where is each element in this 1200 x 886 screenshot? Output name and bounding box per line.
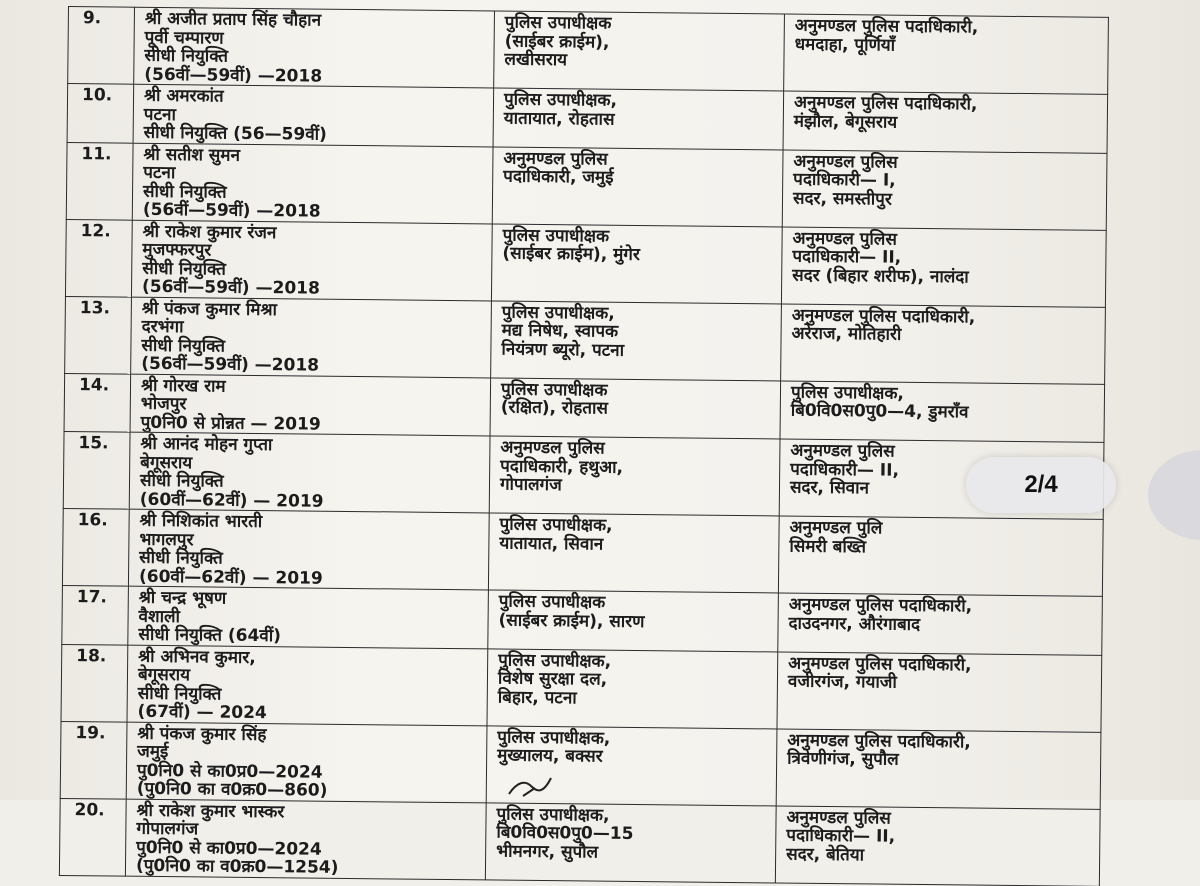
officer-details-line: श्री सतीश सुमन xyxy=(143,144,241,166)
table-row xyxy=(67,84,1108,153)
officer-details-line: सीधी नियुक्ति xyxy=(144,45,229,67)
current-posting-line: अनुमण्डल पुलिस xyxy=(503,148,608,170)
officer-details-line: श्री राकेश कुमार भास्कर xyxy=(136,800,285,822)
officer-details-line: बेगूसराय xyxy=(137,664,191,686)
current-posting xyxy=(487,648,778,728)
serial-number: 19. xyxy=(60,721,127,799)
officer-details xyxy=(131,220,492,301)
new-posting xyxy=(778,593,1103,655)
current-posting xyxy=(491,300,782,380)
officer-details xyxy=(134,7,495,88)
current-posting-line: बिहार, पटना xyxy=(497,687,577,708)
page-indicator: 2/4 xyxy=(966,457,1116,513)
new-posting-line: अनुमण्डल पुलिस पदाधिकारी, xyxy=(793,92,978,115)
current-posting-line: बि0वि0स0पु0—15 xyxy=(496,822,634,844)
serial-number: 9. xyxy=(68,7,135,85)
new-posting-line: अनुमण्डल पुलिस पदाधिकारी, xyxy=(788,653,972,675)
current-posting-line: पुलिस उपाधीक्षक, xyxy=(497,727,611,749)
officer-details xyxy=(126,722,487,803)
new-posting-line: बि0वि0स0पु0—4, डुमराँव xyxy=(790,400,969,423)
officer-details-line: बेगूसराय xyxy=(140,452,193,473)
new-posting-line: अरेराज, मोतिहारी xyxy=(791,323,902,345)
new-posting-line: सदर, सिवान xyxy=(789,477,870,499)
current-posting-line: (रक्षित), रोहतास xyxy=(500,397,609,419)
table-row xyxy=(65,219,1106,307)
current-posting xyxy=(489,436,780,516)
officer-details xyxy=(125,799,486,880)
officer-details-line: वैशाली xyxy=(138,606,181,627)
current-posting-line: पुलिस उपाधीक्षक, xyxy=(503,89,618,111)
current-posting xyxy=(490,377,781,439)
current-posting-line: पदाधिकारी, जमुई xyxy=(503,166,614,188)
new-posting-line: पदाधिकारी— II, xyxy=(790,459,900,481)
officer-details-line: पु0नि0 से का0प्र0—2024 xyxy=(136,760,323,783)
current-posting-line: पुलिस उपाधीक्षक, xyxy=(496,804,610,826)
serial-number: 15. xyxy=(63,431,130,509)
serial-number: 18. xyxy=(61,644,128,722)
current-posting-line: पुलिस उपाधीक्षक, xyxy=(498,650,612,672)
current-posting xyxy=(492,146,783,226)
officer-details xyxy=(132,143,493,224)
new-posting xyxy=(775,805,1100,885)
handwritten-mark xyxy=(505,772,555,800)
new-posting-line: अनुमण्डल पुलिस पदाधिकारी, xyxy=(794,15,979,38)
new-posting xyxy=(783,91,1108,153)
new-posting-line: सदर (बिहार शरीफ), नालंदा xyxy=(792,265,969,287)
new-posting-line: सिमरी बख्ति xyxy=(789,536,867,557)
table-row xyxy=(66,142,1107,230)
serial-number: 14. xyxy=(64,373,131,432)
new-posting-line: अनुमण्डल पुलिस xyxy=(793,151,898,173)
new-posting xyxy=(782,149,1107,229)
current-posting-line: (साईबर क्राईम), xyxy=(504,31,610,53)
officer-details-line: भोजपुर xyxy=(140,393,187,415)
transfer-table xyxy=(59,6,1109,886)
serial-number: 10. xyxy=(67,84,134,143)
new-posting-line: धमदाहा, पूर्णियाँ xyxy=(794,34,896,56)
officer-details-line: गोपालगंज xyxy=(136,818,199,840)
table-row xyxy=(68,7,1109,95)
current-posting-line: मद्य निषेध, स्वापक xyxy=(501,320,619,342)
officer-details-line: सीधी नियुक्ति xyxy=(139,547,223,569)
officer-details-line: श्री अजीत प्रताप सिंह चौहान xyxy=(144,8,322,31)
officer-details-line: सीधी नियुक्ति xyxy=(141,335,226,357)
officer-details-line: श्री चन्द्र भूषण xyxy=(138,587,227,609)
serial-number: 13. xyxy=(65,296,132,374)
new-posting xyxy=(781,226,1106,306)
serial-number: 16. xyxy=(62,508,129,586)
officer-details-line: सीधी नियुक्ति xyxy=(139,470,224,492)
current-posting-line: पुलिस उपाधीक्षक xyxy=(504,12,612,34)
new-posting-line: मंझौल, बेगूसराय xyxy=(793,111,898,133)
new-posting-line: त्रिवेणीगंज, सुपौल xyxy=(787,748,899,770)
officer-details-line: दरभंगा xyxy=(141,316,184,338)
officer-details xyxy=(128,509,489,590)
officer-details-line: भागलपुर xyxy=(139,529,194,550)
table-row xyxy=(59,798,1100,886)
serial-number: 12. xyxy=(65,219,132,297)
officer-details xyxy=(130,374,491,436)
officer-details-line: (67वीं) — 2024 xyxy=(137,701,267,724)
current-posting-line: अनुमण्डल पुलिस xyxy=(500,437,605,459)
officer-details-line: पूर्वी चम्पारण xyxy=(144,27,224,49)
table-row xyxy=(61,644,1102,732)
officer-details-line: श्री पंकज कुमार सिंह xyxy=(137,723,267,745)
new-posting-line: अनुमण्डल पुलिस पदाधिकारी, xyxy=(791,305,976,328)
current-posting xyxy=(488,590,779,652)
new-posting-line: पदाधिकारी— II, xyxy=(786,825,896,847)
current-posting-line: विशेष सुरक्षा दल, xyxy=(497,668,608,690)
new-posting xyxy=(781,303,1106,383)
new-posting-line: दाउदनगर, औरंगाबाद xyxy=(788,613,921,635)
current-posting-line: (साईबर क्राईम), सारण xyxy=(498,610,645,632)
officer-details-line: सीधी नियुक्ति xyxy=(137,683,222,705)
officer-details-line: सीधी नियुक्ति xyxy=(142,258,226,280)
current-posting xyxy=(493,88,784,150)
new-posting-line: अनुमण्डल पुलिस xyxy=(790,440,895,462)
current-posting-line: पुलिस उपाधीक्षक, xyxy=(501,302,615,324)
officer-details-line: श्री पंकज कुमार मिश्रा xyxy=(141,298,278,320)
current-posting-line: मुख्यालय, बक्सर xyxy=(497,745,603,767)
current-posting-line: यातायात, रोहतास xyxy=(503,108,615,130)
new-posting xyxy=(778,516,1103,596)
officer-details-line: (60वीं—62वीं) — 2019 xyxy=(138,566,323,589)
current-posting xyxy=(488,513,779,593)
new-posting-line: अनुमण्डल पुलिस xyxy=(792,228,897,250)
current-posting-line: नियंत्रण ब्यूरो, पटना xyxy=(501,339,625,361)
current-posting-line: पदाधिकारी, हथुआ, xyxy=(500,456,624,478)
officer-details-line: (56वीं—59वीं) —2018 xyxy=(142,199,321,222)
officer-details-line: जमुई xyxy=(137,741,169,763)
table-row xyxy=(60,721,1101,809)
current-posting-line: (साईबर क्राईम), मुंगेर xyxy=(502,243,640,266)
officer-details-line: पटना xyxy=(143,104,177,125)
officer-details-line: श्री अभिनव कुमार, xyxy=(138,646,256,668)
officer-details xyxy=(129,432,490,513)
table-row xyxy=(62,585,1103,654)
table-row xyxy=(65,296,1106,384)
current-posting-line: गोपालगंज xyxy=(499,474,562,496)
officer-details-line: श्री आनंद मोहन गुप्ता xyxy=(140,433,273,456)
table-row xyxy=(64,373,1105,442)
new-posting-line: पुलिस उपाधीक्षक, xyxy=(790,382,905,404)
officer-details xyxy=(133,84,494,146)
current-posting-line: पुलिस उपाधीक्षक xyxy=(500,379,608,401)
current-posting-line: भीमनगर, सुपौल xyxy=(496,841,599,863)
officer-details-line: मुजफ्फरपुर xyxy=(142,239,212,261)
officer-details xyxy=(131,297,492,378)
officer-details-line: (60वीं—62वीं) — 2019 xyxy=(139,489,324,512)
current-posting xyxy=(491,223,782,303)
officer-details-line: पटना xyxy=(143,162,176,184)
new-posting-line: सदर, बेतिया xyxy=(786,844,865,865)
new-posting-line: अनुमण्डल पुलिस पदाधिकारी, xyxy=(787,730,971,752)
officer-details-line: (पु0नि0 का व0क्र0—860) xyxy=(136,778,328,801)
current-posting xyxy=(494,11,785,91)
serial-number: 17. xyxy=(62,585,129,644)
new-posting xyxy=(780,380,1105,442)
officer-details xyxy=(128,586,489,648)
officer-details-line: श्री निशिकांत भारती xyxy=(139,510,263,533)
officer-details xyxy=(127,645,488,726)
officer-details-line: श्री राकेश कुमार रंजन xyxy=(142,221,277,243)
new-posting-line: अनुमण्डल पुलिस xyxy=(786,807,891,829)
new-posting xyxy=(776,728,1101,808)
table-row xyxy=(62,508,1103,596)
new-posting-line: पदाधिकारी— II, xyxy=(792,246,902,268)
officer-details-line: (पु0नि0 का व0क्र0—1254) xyxy=(135,855,339,878)
current-posting-line: पुलिस उपाधीक्षक xyxy=(498,591,606,613)
new-posting-line: अनुमण्डल पुलि xyxy=(789,517,883,539)
officer-details-line: (56वीं—59वीं) —2018 xyxy=(141,276,320,299)
new-posting-line: वजीरगंज, गयाजी xyxy=(787,671,897,693)
new-posting-line: सदर, समस्तीपुर xyxy=(792,188,892,210)
officer-details-line: (56वीं—59वीं) —2018 xyxy=(141,353,320,376)
current-posting xyxy=(485,802,776,882)
transfer-table-body xyxy=(59,7,1108,886)
serial-number: 20. xyxy=(59,798,126,876)
officer-details-line: सीधी नियुक्ति xyxy=(142,181,227,203)
officer-details-line: सीधी नियुक्ति (56—59वीं) xyxy=(143,122,327,145)
new-posting-line: अनुमण्डल पुलिस पदाधिकारी, xyxy=(788,594,973,617)
officer-details-line: श्री गोरख राम xyxy=(140,375,226,397)
officer-details-line: श्री अमरकांत xyxy=(143,85,224,107)
serial-number: 11. xyxy=(66,142,133,220)
new-posting xyxy=(777,651,1102,731)
current-posting-line: पुलिस उपाधीक्षक, xyxy=(499,514,613,536)
current-posting-line: यातायात, सिवान xyxy=(499,533,604,555)
officer-details-line: पु0नि0 से का0प्र0—2024 xyxy=(136,837,322,860)
current-posting-line: लखीसराय xyxy=(504,49,568,71)
officer-details-line: सीधी नियुक्ति (64वीं) xyxy=(138,624,282,647)
officer-details-line: (56वीं—59वीं) —2018 xyxy=(144,64,323,87)
table-row xyxy=(63,431,1104,519)
current-posting-line: पुलिस उपाधीक्षक xyxy=(502,225,610,247)
officer-details-line: पु0नि0 से प्रोन्नत — 2019 xyxy=(140,412,321,435)
new-posting-line: पदाधिकारी— I, xyxy=(793,169,896,191)
new-posting xyxy=(784,14,1109,94)
